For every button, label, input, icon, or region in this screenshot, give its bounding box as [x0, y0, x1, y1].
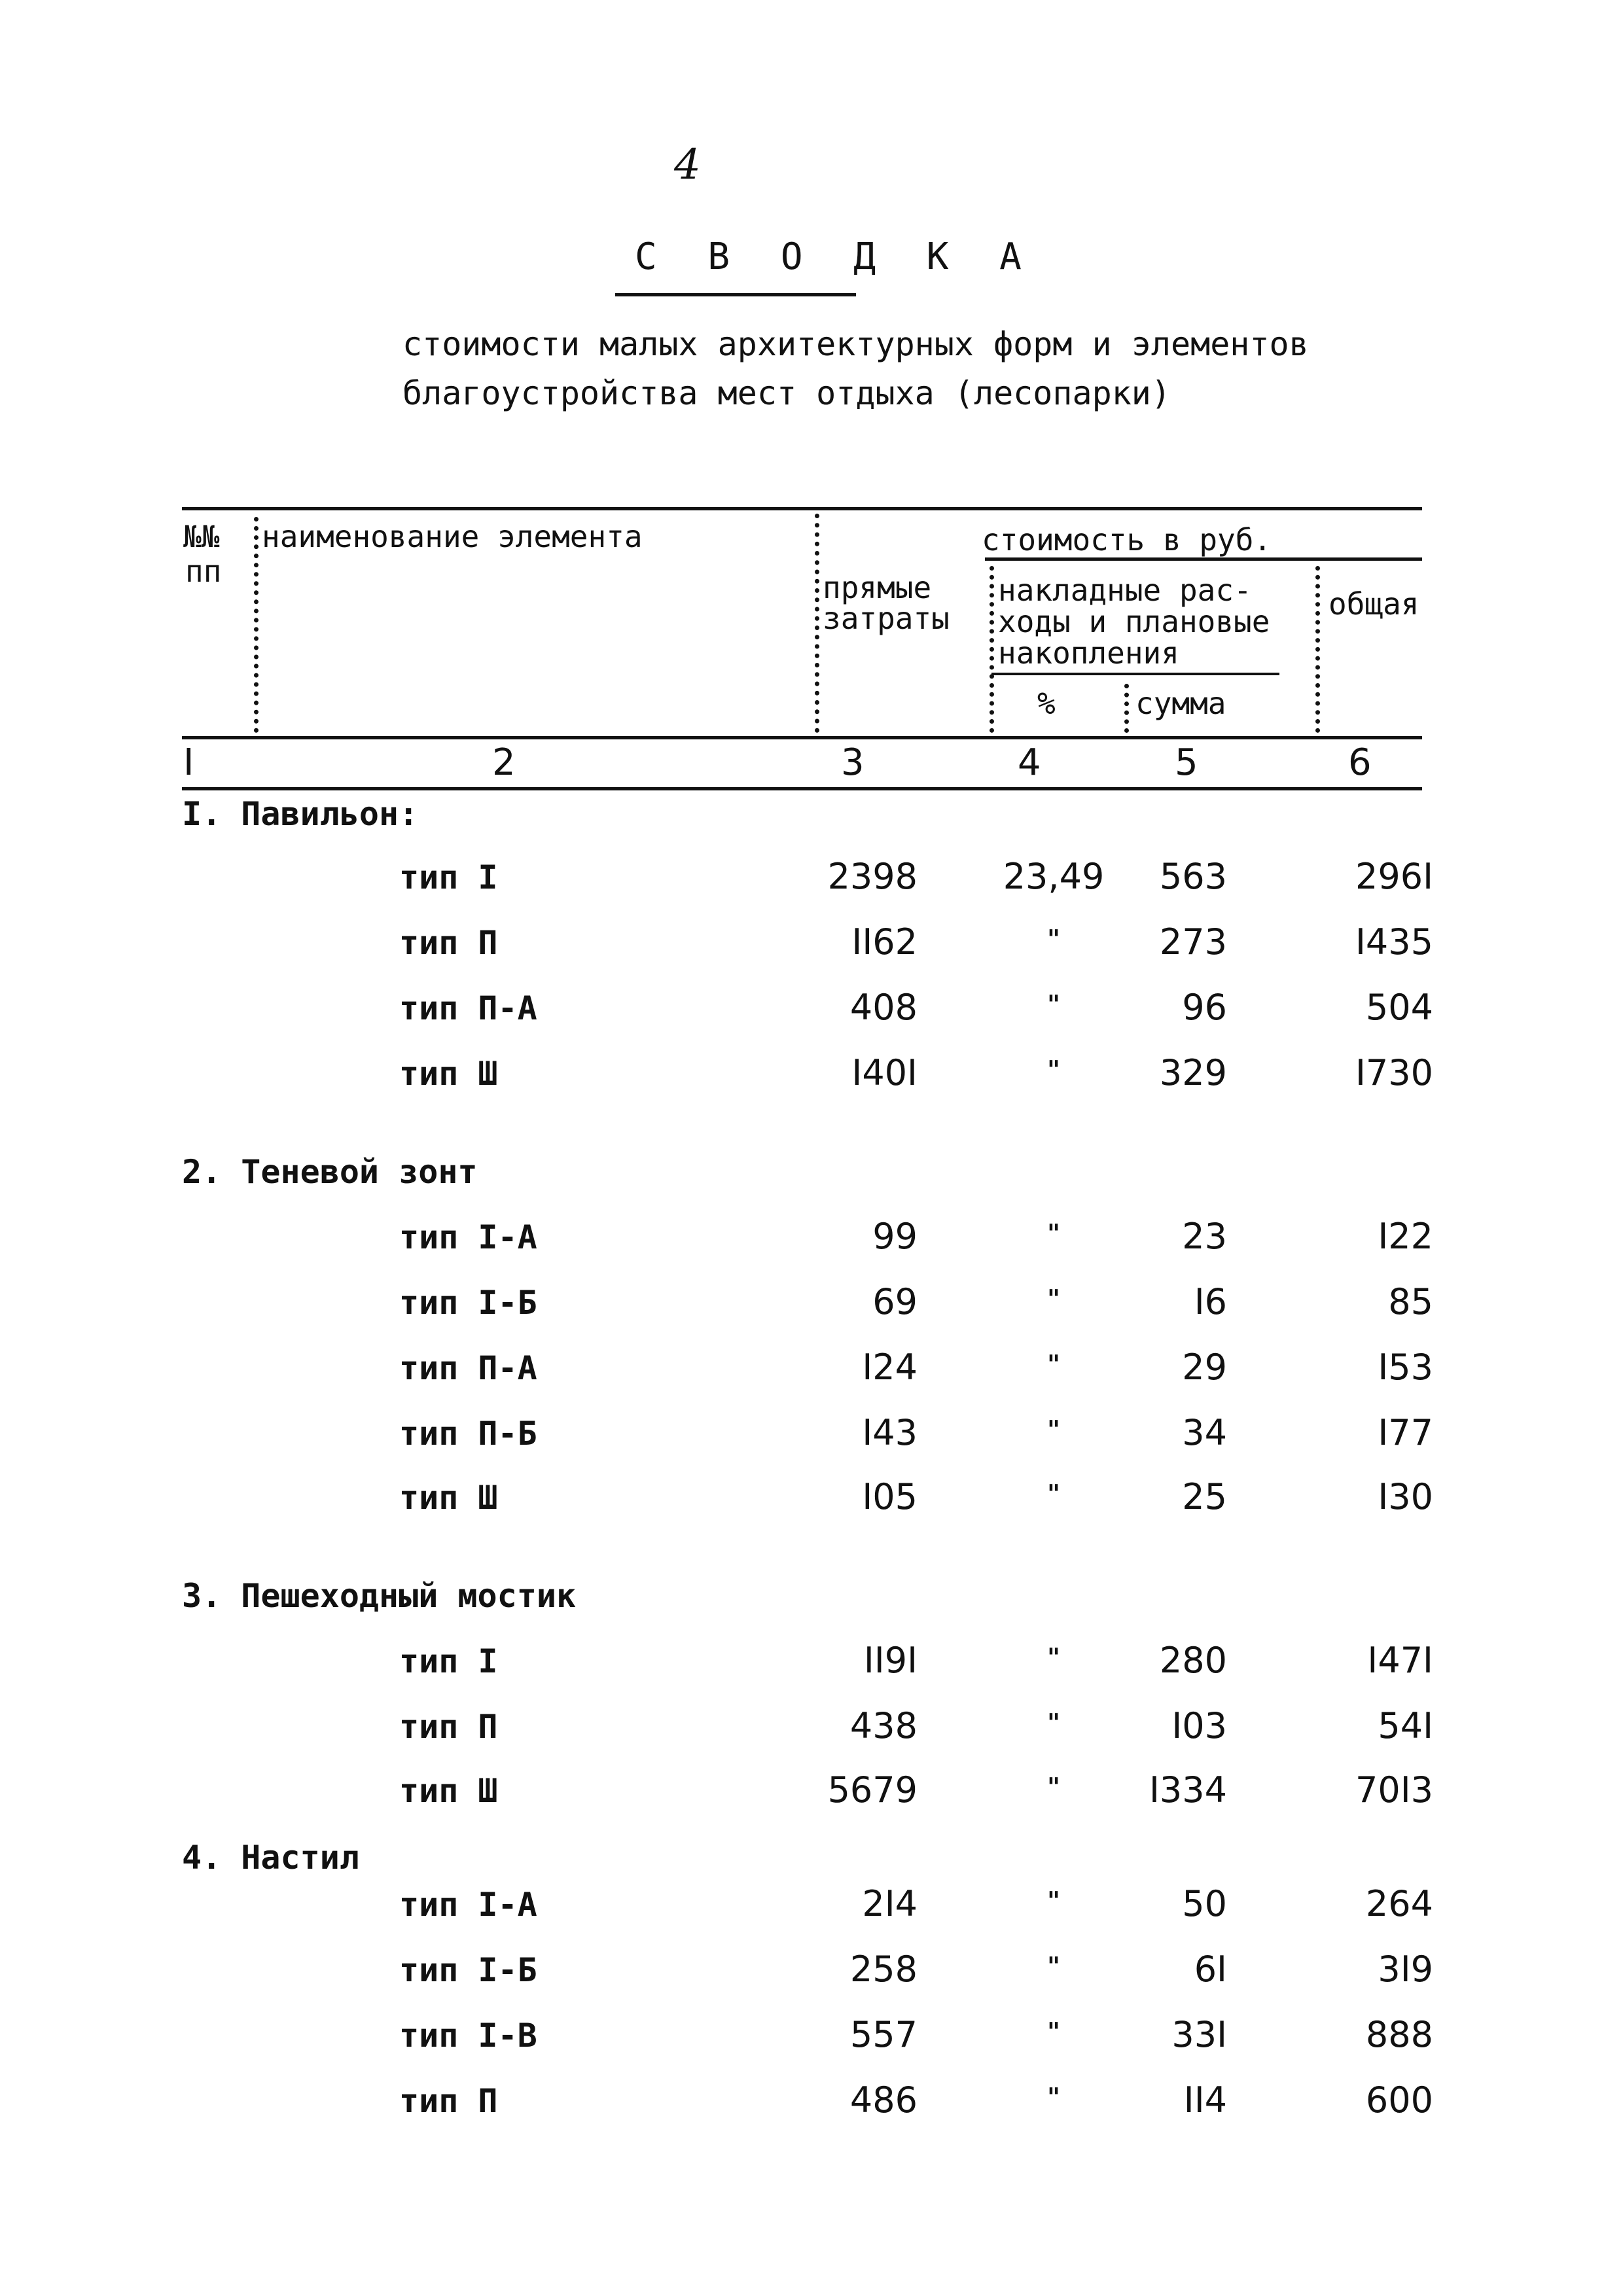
row-percent-ditto: " [1047, 1349, 1060, 1379]
row-direct: 2398 [827, 856, 918, 897]
row-direct: 486 [849, 2079, 918, 2121]
row-direct: II9I [863, 1640, 918, 1681]
row-label: тип П-А [399, 1349, 537, 1387]
row-label: тип П [399, 1708, 498, 1746]
row-direct: 408 [849, 987, 918, 1028]
row-total: I77 [1378, 1412, 1433, 1453]
row-total: 70I3 [1355, 1769, 1433, 1810]
row-total: I30 [1378, 1476, 1433, 1517]
row-percent-ditto: " [1047, 924, 1060, 953]
column-number-4: 4 [1018, 741, 1041, 784]
row-label: тип П-А [399, 989, 537, 1027]
separator-col1 [254, 517, 259, 733]
row-sum: 96 [1182, 987, 1227, 1028]
subtitle-line-1: стоимости малых архитектурных форм и элементов [402, 325, 1309, 363]
row-percent-ditto: " [1047, 1218, 1060, 1248]
column-numbers-rule [182, 787, 1422, 790]
row-percent-ditto: " [1047, 1642, 1060, 1672]
header-element-name: наименование элемента [262, 519, 643, 554]
header-cost-group: стоимость в руб. [982, 522, 1272, 557]
row-sum: I03 [1171, 1705, 1227, 1746]
row-direct: 99 [872, 1216, 918, 1257]
row-direct: I05 [862, 1476, 918, 1517]
header-percent: % [1037, 686, 1056, 721]
column-number-3: 3 [841, 741, 865, 784]
row-percent-ditto: " [1047, 1708, 1060, 1737]
row-label: тип П [399, 2082, 498, 2120]
section-title: 4. Настил [182, 1839, 359, 1877]
row-sum: 50 [1182, 1883, 1227, 1924]
row-percent-ditto: " [1047, 1886, 1060, 1915]
row-sum: I6 [1194, 1281, 1227, 1322]
row-sum: 33I [1171, 2014, 1227, 2055]
row-label: тип Ш [399, 1479, 498, 1517]
row-direct: I43 [862, 1412, 918, 1453]
row-total: 54I [1378, 1705, 1433, 1746]
column-number-1: I [183, 741, 194, 784]
header-overhead-2: ходы и плановые [998, 604, 1270, 639]
row-label: тип Ш [399, 1055, 498, 1093]
row-label: тип I-Б [399, 1951, 537, 1989]
row-percent-ditto: " [1047, 1479, 1060, 1508]
row-direct: 69 [872, 1281, 918, 1322]
cost-group-rule [985, 557, 1422, 561]
table-top-rule [182, 507, 1422, 510]
row-total: 3I9 [1378, 1949, 1433, 1990]
row-direct: 5679 [827, 1769, 918, 1810]
row-percent-ditto: " [1047, 1415, 1060, 1444]
row-sum: 280 [1159, 1640, 1227, 1681]
document-title: С В О Д К А [635, 236, 1036, 278]
row-label: тип I [399, 858, 498, 896]
row-label: тип I [399, 1642, 498, 1680]
header-number: №№ [183, 519, 220, 554]
separator-col4 [1124, 684, 1129, 733]
row-label: тип П [399, 924, 498, 962]
separator-col5 [1315, 566, 1320, 733]
row-sum: 6I [1194, 1949, 1227, 1990]
row-sum: 563 [1159, 856, 1227, 897]
column-number-2: 2 [492, 741, 516, 784]
row-percent: 23,49 [1003, 856, 1105, 897]
row-direct: 438 [849, 1705, 918, 1746]
row-percent-ditto: " [1047, 1951, 1060, 1981]
subtitle-line-2: благоустройства мест отдыха (лесопарки) [402, 374, 1171, 412]
row-sum: 34 [1182, 1412, 1227, 1453]
row-total: I47I [1367, 1640, 1433, 1681]
row-sum: 25 [1182, 1476, 1227, 1517]
row-sum: 329 [1159, 1052, 1227, 1093]
row-direct: 2I4 [862, 1883, 918, 1924]
row-total: I730 [1355, 1052, 1433, 1093]
row-percent-ditto: " [1047, 1284, 1060, 1313]
row-percent-ditto: " [1047, 2082, 1060, 2111]
header-total: общая [1329, 586, 1419, 622]
row-sum: II4 [1183, 2079, 1227, 2121]
row-percent-ditto: " [1047, 1055, 1060, 1084]
row-label: тип Ш [399, 1772, 498, 1810]
row-label: тип I-А [399, 1218, 537, 1256]
row-total: 888 [1365, 2014, 1433, 2055]
overhead-rule [991, 673, 1279, 675]
row-total: 264 [1365, 1883, 1433, 1924]
row-direct: 557 [849, 2014, 918, 2055]
row-sum: 23 [1182, 1216, 1227, 1257]
row-label: тип I-В [399, 2017, 537, 2055]
row-label: тип П-Б [399, 1415, 537, 1453]
row-sum: 273 [1159, 921, 1227, 963]
header-direct-costs-1: прямые [823, 570, 932, 605]
row-direct: I40I [851, 1052, 918, 1093]
header-sum: сумма [1135, 686, 1226, 721]
header-direct-costs-2: затраты [823, 601, 950, 636]
header-number-pp: пп [185, 554, 222, 589]
row-percent-ditto: " [1047, 2017, 1060, 2046]
row-label: тип I-А [399, 1886, 537, 1924]
separator-col2 [815, 514, 819, 733]
section-title: 2. Теневой зонт [182, 1153, 478, 1191]
row-total: 296I [1355, 856, 1433, 897]
row-direct: I24 [862, 1347, 918, 1388]
row-total: 85 [1388, 1281, 1433, 1322]
row-total: I435 [1355, 921, 1433, 963]
row-direct: II62 [851, 921, 918, 963]
page-number: 4 [674, 141, 701, 189]
title-underline [615, 293, 856, 296]
row-percent-ditto: " [1047, 1772, 1060, 1801]
row-sum: I334 [1149, 1769, 1227, 1810]
header-bottom-rule [182, 736, 1422, 739]
row-sum: 29 [1182, 1347, 1227, 1388]
row-total: I53 [1378, 1347, 1433, 1388]
header-overhead-1: накладные рас- [998, 573, 1252, 608]
column-number-5: 5 [1175, 741, 1198, 784]
separator-col3 [990, 566, 994, 733]
section-title: I. Павильон: [182, 795, 419, 833]
header-overhead-3: накопления [998, 635, 1179, 671]
row-label: тип I-Б [399, 1284, 537, 1322]
column-number-6: 6 [1348, 741, 1372, 784]
row-percent-ditto: " [1047, 989, 1060, 1019]
row-total: I22 [1378, 1216, 1433, 1257]
row-total: 600 [1365, 2079, 1433, 2121]
row-total: 504 [1365, 987, 1433, 1028]
row-direct: 258 [849, 1949, 918, 1990]
section-title: 3. Пешеходный мостик [182, 1577, 577, 1615]
